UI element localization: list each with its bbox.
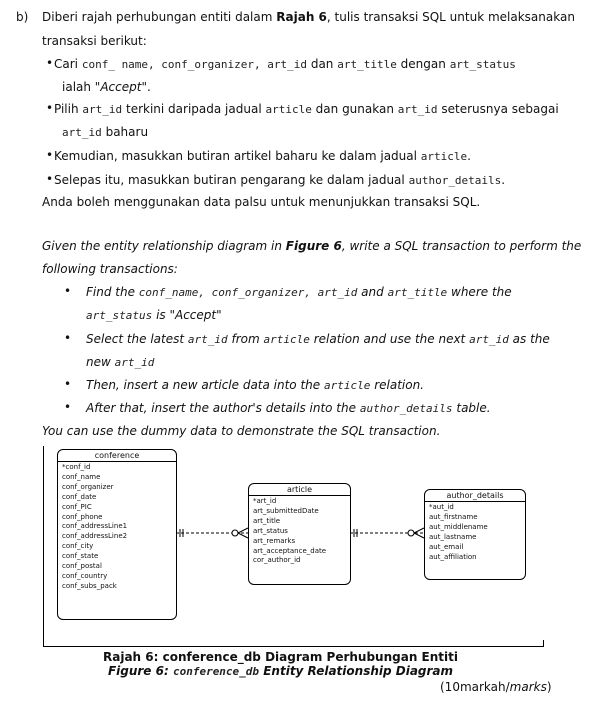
- attribute-article-0: *art_id: [253, 497, 277, 505]
- attribute-conference-1: conf_name: [62, 472, 101, 481]
- text: Pilih: [54, 102, 79, 116]
- entity-title: author_details: [425, 490, 525, 502]
- attribute-conference-10: conf_postal: [62, 562, 102, 571]
- intro-ms-text: Diberi rajah perhubungan entiti dalam: [42, 10, 273, 24]
- attribute-article-5: art_acceptance_date: [253, 546, 327, 555]
- code-term: article: [324, 379, 371, 392]
- code-term: conf_name, conf_organizer, art_id: [138, 286, 358, 299]
- attribute-author_details-0: *aut_id: [429, 503, 454, 511]
- text: baharu: [105, 125, 149, 139]
- relationship-article-author-details: [350, 528, 424, 538]
- text: seterusnya sebagai: [441, 102, 559, 116]
- text: Given the entity relationship diagram in: [42, 239, 282, 253]
- caption-en: [0, 664, 581, 678]
- attribute-article-2: art_title: [253, 516, 281, 525]
- intro-en-figure-ref: Figure 6: [285, 239, 342, 253]
- question-label: b): [16, 10, 29, 24]
- attribute-conference-12: conf_subs_pack: [62, 581, 117, 590]
- marks-label-ms: markah/: [459, 680, 510, 694]
- code-term: article: [263, 333, 310, 346]
- bullet-icon: •: [46, 101, 54, 115]
- marks-value: (10: [440, 680, 460, 694]
- attribute-conference-0: *conf_id: [62, 463, 91, 471]
- text: Find the: [86, 285, 135, 299]
- text: is "Accept": [156, 308, 222, 322]
- code-term: conf_ name, conf_organizer, art_id: [81, 58, 307, 71]
- text: where the: [451, 285, 512, 299]
- intro-ms-line2: transaksi berikut:: [42, 34, 147, 48]
- text: and: [361, 285, 384, 299]
- attribute-author_details-1: aut_firstname: [429, 512, 478, 521]
- code-term: art_id: [114, 356, 155, 369]
- attribute-conference-11: conf_country: [62, 571, 108, 580]
- code-term: author_details: [359, 402, 453, 415]
- text: relation.: [374, 378, 424, 392]
- bullet-icon: •: [46, 172, 54, 186]
- bullet-icon: •: [46, 56, 54, 70]
- caption-ms: Rajah 6: conference_db Diagram Perhubungan Entiti: [103, 650, 458, 664]
- text: Kemudian, masukkan butiran artikel baharu ke dalam jadual: [54, 149, 417, 163]
- text: table.: [456, 401, 491, 415]
- marks-label-en: marks: [509, 680, 547, 694]
- attribute-conference-6: conf_addressLine1: [62, 522, 128, 531]
- text: After that, insert the author's details into the: [86, 401, 356, 415]
- code-term: art_id: [397, 103, 438, 116]
- text: as the: [512, 332, 550, 346]
- code-term: art_status: [86, 309, 153, 322]
- intro-ms-figure-ref: Rajah 6: [276, 10, 327, 24]
- attribute-conference-8: conf_city: [62, 542, 94, 551]
- bullet-icon: •: [64, 284, 72, 298]
- text: .: [501, 173, 506, 187]
- text: dan: [310, 57, 334, 71]
- attribute-author_details-2: aut_middlename: [429, 522, 488, 531]
- attribute-conference-5: conf_phone: [62, 512, 103, 521]
- code-term: author_details: [408, 174, 502, 187]
- text: ialah ": [62, 80, 101, 94]
- relationship-conference-article: [176, 528, 248, 538]
- code-term: art_id: [469, 333, 509, 346]
- bullet-icon: •: [64, 331, 72, 345]
- code-term: art_title: [387, 286, 448, 299]
- text: terkini daripada jadual: [126, 102, 262, 116]
- entity-title: article: [249, 484, 350, 496]
- code-term: article: [420, 150, 468, 163]
- en-closing: You can use the dummy data to demonstrate the SQL transaction.: [42, 424, 441, 438]
- text: dengan: [400, 57, 446, 71]
- code-term: art_id: [187, 333, 228, 346]
- attribute-conference-4: conf_PIC: [62, 502, 92, 511]
- text: Then, insert a new article data into the: [86, 378, 321, 392]
- code-term: art_id: [62, 126, 102, 139]
- attribute-conference-9: conf_state: [62, 552, 99, 561]
- text: Select the latest: [86, 332, 185, 346]
- text: , write a SQL transaction to perform the: [341, 239, 582, 253]
- attribute-author_details-3: aut_lastname: [429, 532, 477, 541]
- caption-en-code: conference_db: [172, 665, 260, 678]
- attribute-conference-2: conf_organizer: [62, 482, 114, 491]
- attribute-conference-7: conf_addressLine2: [62, 532, 128, 541]
- attribute-article-3: art_status: [253, 526, 288, 535]
- ms-closing: Anda boleh menggunakan data palsu untuk menunjukkan transaksi SQL.: [42, 195, 481, 209]
- bullet-icon: •: [46, 148, 54, 162]
- text: dan gunakan: [315, 102, 394, 116]
- attribute-article-4: art_remarks: [253, 536, 296, 545]
- text: .: [467, 149, 471, 163]
- attribute-conference-3: conf_date: [62, 492, 97, 501]
- text: Cari: [54, 57, 78, 71]
- attribute-article-6: cor_author_id: [253, 556, 301, 565]
- marks-allocation: [440, 680, 552, 694]
- text: new: [86, 355, 111, 369]
- intro-ms-text-2: , tulis transaksi SQL untuk melaksanakan: [326, 10, 575, 24]
- entity-title: conference: [58, 450, 176, 462]
- code-term: article: [265, 103, 312, 116]
- marks-close: ): [546, 680, 552, 694]
- code-term: art_title: [337, 58, 397, 71]
- attribute-author_details-4: aut_email: [429, 542, 464, 551]
- bullet-icon: •: [64, 377, 72, 391]
- attribute-article-1: art_submittedDate: [253, 506, 319, 515]
- text: from: [231, 332, 260, 346]
- code-term: art_status: [449, 58, 516, 71]
- text: relation and use the next: [313, 332, 466, 346]
- attribute-author_details-5: aut_affiliation: [429, 552, 477, 561]
- code-term: art_id: [82, 103, 123, 116]
- text: Selepas itu, masukkan butiran pengarang ke dalam jadual: [54, 173, 405, 187]
- intro-en-line2: following transactions:: [42, 262, 178, 276]
- text: Accept: [100, 80, 142, 94]
- text: ".: [141, 80, 151, 94]
- caption-en-figure: Figure 6:: [107, 664, 169, 678]
- caption-en-text: Entity Relationship Diagram: [263, 664, 454, 678]
- bullet-icon: •: [64, 400, 72, 414]
